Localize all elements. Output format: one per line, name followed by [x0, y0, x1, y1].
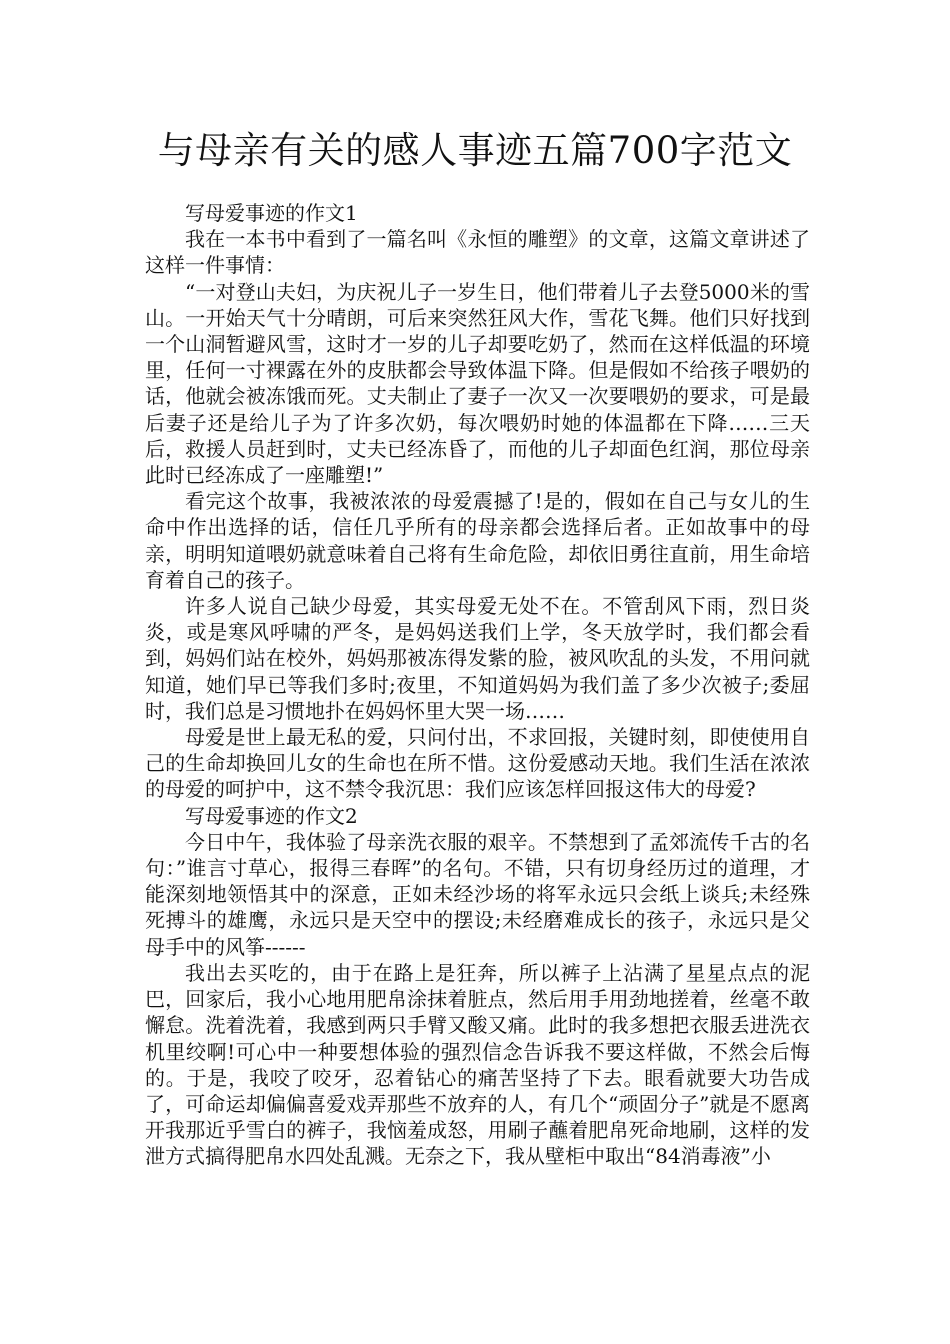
paragraph: 我在一本书中看到了一篇名叫《永恒的雕塑》的文章，这篇文章讲述了这样一件事情： — [145, 227, 810, 278]
paragraph: “一对登山夫妇，为庆祝儿子一岁生日，他们带着儿子去登5000米的雪山。一开始天气十分晴朗，可后来突然狂风大作，雪花飞舞。他们只好找到一个山洞暂避风雪，这时才一岁的儿子却要吃奶了，然而在这样低温的环境里，任何一寸裸露在外的皮肤都会导致体温下降。但是假如不给孩子喂奶的话，他就会被冻饿而死。丈夫制止了妻子一次又一次要喂奶的要求，可是最后妻子还是给儿子为了许多次奶，每次喂奶时她的体温都在下降……三天后，救援人员赶到时，丈夫已经冻昏了，而他的儿子却面色红润，那位母亲此时已经冻成了一座雕塑!” — [145, 279, 810, 488]
article-body — [145, 200, 810, 1170]
page-title: 与母亲有关的感人事迹五篇700字范文 — [157, 129, 793, 172]
paragraph: 许多人说自己缺少母爱，其实母爱无处不在。不管刮风下雨，烈日炎炎，或是寒风呼啸的严冬，是妈妈送我们上学，冬天放学时，我们都会看到，妈妈们站在校外，妈妈那被冻得发紫的脸，被风吹乱的头发，不用问就知道，她们早已等我们多时;夜里，不知道妈妈为我们盖了多少次被子;委屈时，我们总是习惯地扑在妈妈怀里大哭一场…… — [145, 594, 810, 723]
paragraph: 我出去买吃的，由于在路上是狂奔，所以裤子上沾满了星星点点的泥巴，回家后，我小心地用肥帛涂抹着脏点，然后用手用劲地搓着，丝毫不敢懈怠。洗着洗着，我感到两只手臂又酸又痛。此时的我多想把衣服丢进洗衣机里绞啊!可心中一种要想体验的强烈信念告诉我不要这样做，不然会后悔的。于是，我咬了咬牙，忍着钻心的痛苦坚持了下去。眼看就要大功告成了，可命运却偏偏喜爱戏弄那些不放弃的人，有几个“顽固分子”就是不愿离开我那近乎雪白的裤子，我恼羞成怒，用刷子蘸着肥帛死命地刷，这样的发泄方式搞得肥帛水四处乱溅。无奈之下，我从壁柜中取出“84消毒液”小 — [145, 960, 810, 1169]
section-heading: 写母爱事迹的作文2 — [185, 803, 358, 828]
paragraph: 今日中午，我体验了母亲洗衣服的艰辛。不禁想到了孟郊流传千古的名句：”谁言寸草心，报得三春晖”的名句。不错，只有切身经历过的道理，才能深刻地领悟其中的深意，正如未经沙场的将军永远只会纸上谈兵;未经殊死搏斗的雄鹰，永远只是天空中的摆设;未经磨难成长的孩子，永远只是父母手中的风筝------ — [145, 829, 810, 959]
paragraph: 母爱是世上最无私的爱，只问付出，不求回报，关键时刻，即使使用自己的生命却换回儿女的生命也在所不惜。这份爱感动天地。我们生活在浓浓的母爱的呵护中，这不禁令我沉思：我们应该怎样回报这伟大的母爱? — [145, 725, 810, 802]
section-heading: 写母爱事迹的作文1 — [185, 201, 358, 225]
paragraph: 看完这个故事，我被浓浓的母爱震撼了!是的，假如在自己与女儿的生命中作出选择的话，信任几乎所有的母亲都会选择后者。正如故事中的母亲，明明知道喂奶就意味着自己将有生命危险，却依旧勇往直前，用生命培育着自己的孩子。 — [145, 489, 810, 592]
